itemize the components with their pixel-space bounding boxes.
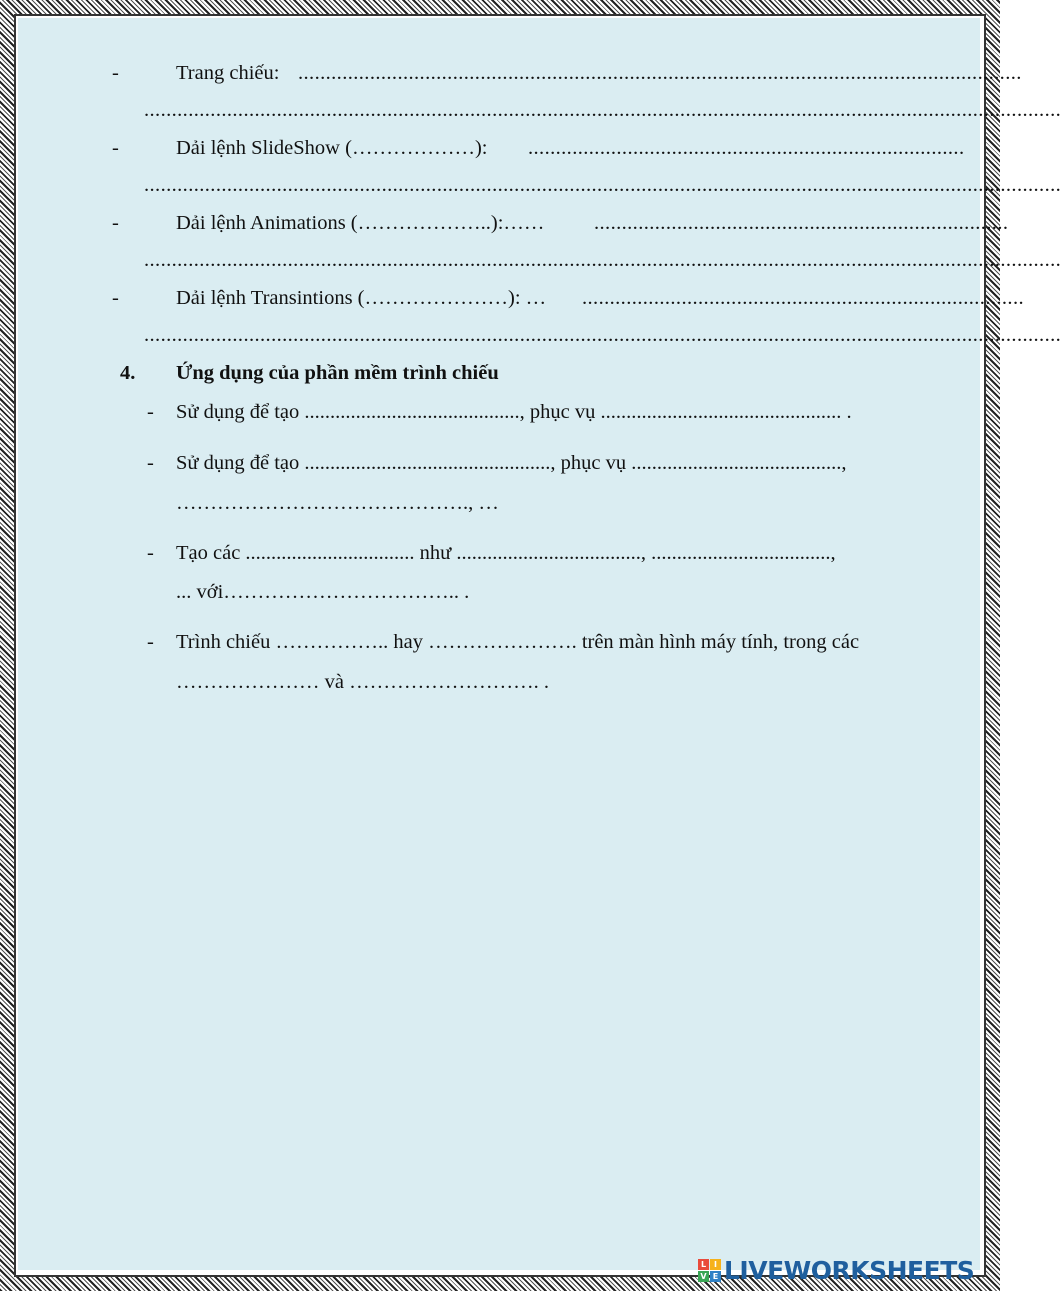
- logo-text: LIVEWORKSHEETS: [724, 1255, 975, 1285]
- answer-blank[interactable]: ................................................................................: [582, 287, 1024, 309]
- item-text-continued[interactable]: ………………… và ………………………. .: [176, 671, 549, 693]
- bullet-dash: -: [147, 401, 154, 423]
- answer-blank-continued[interactable]: ......................................................................................................................................................................: [144, 99, 1061, 121]
- bullet-dash: -: [112, 212, 119, 234]
- answer-blank[interactable]: ...........................................................................: [594, 212, 1009, 234]
- logo-block: V: [698, 1271, 709, 1282]
- bullet-dash: -: [147, 631, 154, 653]
- bullet-dash: -: [147, 452, 154, 474]
- logo-block: L: [698, 1259, 709, 1270]
- logo-block: I: [710, 1259, 721, 1270]
- item-label: Trang chiếu:: [176, 62, 280, 84]
- item-text-continued[interactable]: ... với…………………………….. .: [176, 581, 470, 603]
- bullet-dash: -: [147, 542, 154, 564]
- item-label: Dải lệnh SlideShow (………………):: [176, 137, 488, 159]
- item-text[interactable]: Sử dụng để tạo .........................................., phục vụ ............................................... .: [176, 401, 852, 423]
- bullet-dash: -: [112, 62, 119, 84]
- bullet-dash: -: [112, 137, 119, 159]
- item-label: Dải lệnh Animations (………………..):……: [176, 212, 545, 234]
- item-text-continued[interactable]: ……………………………………., …: [176, 492, 499, 514]
- item-text[interactable]: Tạo các ................................. như ...................................., ...................................,: [176, 542, 836, 564]
- answer-blank[interactable]: ...................................................................................................................................: [298, 62, 1022, 84]
- answer-blank-continued[interactable]: ......................................................................................................................................................................: [144, 249, 1061, 271]
- liveworksheets-logo: [698, 1256, 974, 1284]
- logo-block: E: [710, 1271, 721, 1282]
- item-label: Dải lệnh Transintions (…………………): …: [176, 287, 547, 309]
- item-text[interactable]: Trình chiếu …………….. hay …………………. trên màn hình máy tính, trong các: [176, 631, 860, 653]
- answer-blank-continued[interactable]: ......................................................................................................................................................................: [144, 174, 1061, 196]
- logo-blocks-icon: [698, 1259, 721, 1282]
- item-text[interactable]: Sử dụng để tạo ................................................, phục vụ .........................................,: [176, 452, 847, 474]
- section-title: Ứng dụng của phần mềm trình chiếu: [176, 362, 499, 384]
- section-number: 4.: [120, 362, 136, 384]
- answer-blank-continued[interactable]: ......................................................................................................................................................................: [144, 324, 1061, 346]
- bullet-dash: -: [112, 287, 119, 309]
- answer-blank[interactable]: ...............................................................................: [528, 137, 965, 159]
